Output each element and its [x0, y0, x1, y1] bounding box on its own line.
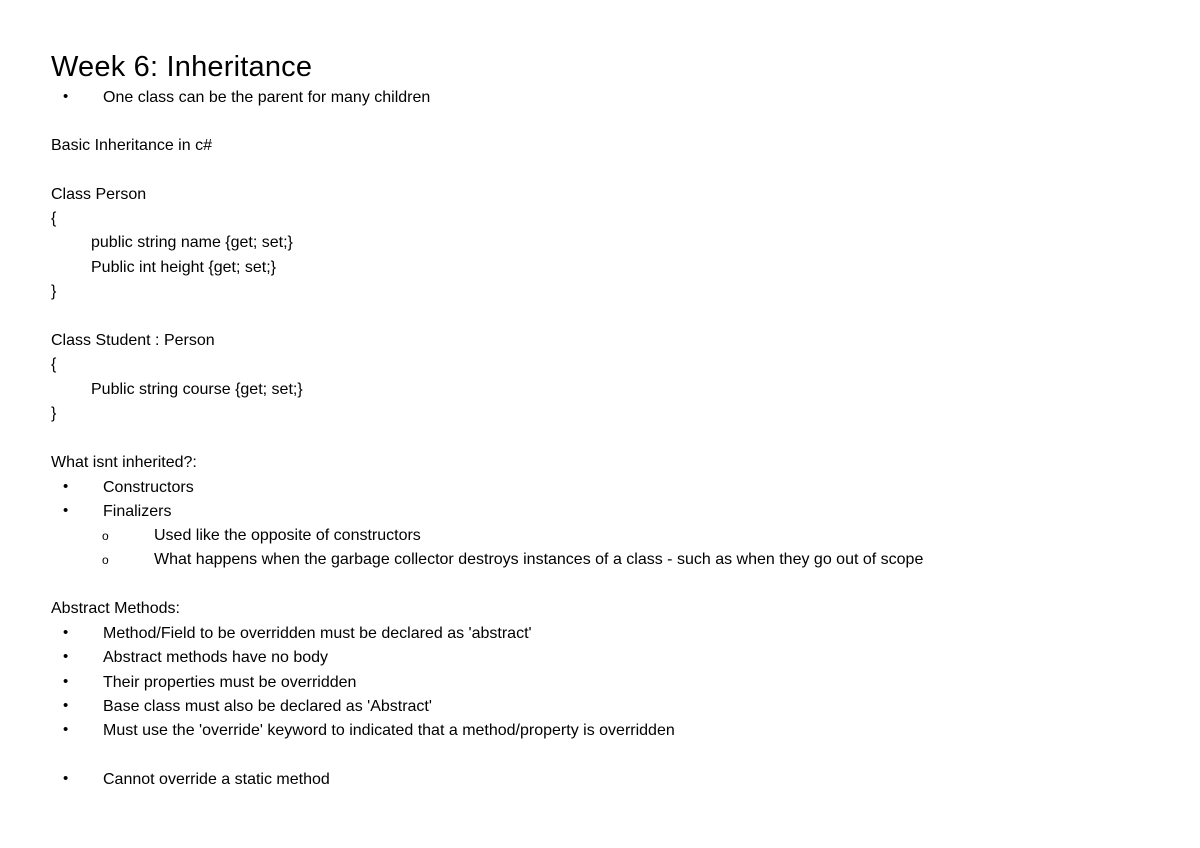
- bullet-dot: •: [63, 721, 69, 738]
- abstract-item-base-class: Base class must also be declared as 'Abstract': [103, 698, 432, 715]
- code-person-line-height: Public int height {get; set;}: [91, 259, 277, 276]
- finalizers-sub-garbage-collector: What happens when the garbage collector destroys instances of a class - such as when they go out of scope: [154, 551, 924, 568]
- finalizers-sub-opposite: Used like the opposite of constructors: [154, 527, 421, 544]
- abstract-item-override-keyword: Must use the 'override' keyword to indicated that a method/property is overridden: [103, 722, 675, 739]
- bullet-dot: •: [63, 697, 69, 714]
- section-heading-basic: Basic Inheritance in c#: [51, 137, 212, 154]
- abstract-item-static-method: Cannot override a static method: [103, 771, 330, 788]
- code-student-close-brace: }: [51, 405, 57, 422]
- code-person-line-name: public string name {get; set;}: [91, 234, 293, 251]
- code-student-open-brace: {: [51, 356, 57, 373]
- not-inherited-constructors: Constructors: [103, 479, 194, 496]
- sub-bullet-circle: o: [102, 553, 109, 567]
- code-person-header: Class Person: [51, 186, 147, 203]
- code-student-header: Class Student : Person: [51, 332, 215, 349]
- page-title: Week 6: Inheritance: [51, 51, 313, 83]
- intro-bullet-text: One class can be the parent for many children: [103, 89, 431, 106]
- bullet-dot: •: [63, 770, 69, 787]
- bullet-dot: •: [63, 624, 69, 641]
- bullet-dot: •: [63, 88, 69, 105]
- bullet-dot: •: [63, 478, 69, 495]
- bullet-dot: •: [63, 673, 69, 690]
- abstract-item-no-body: Abstract methods have no body: [103, 649, 329, 666]
- section-heading-not-inherited: What isnt inherited?:: [51, 454, 197, 471]
- code-student-line-course: Public string course {get; set;}: [91, 381, 303, 398]
- sub-bullet-circle: o: [102, 529, 109, 543]
- section-heading-abstract: Abstract Methods:: [51, 600, 180, 617]
- bullet-dot: •: [63, 648, 69, 665]
- code-person-close-brace: }: [51, 283, 57, 300]
- bullet-dot: •: [63, 502, 69, 519]
- not-inherited-finalizers: Finalizers: [103, 503, 172, 520]
- code-person-open-brace: {: [51, 210, 57, 227]
- abstract-item-properties-overridden: Their properties must be overridden: [103, 674, 357, 691]
- abstract-item-declared-abstract: Method/Field to be overridden must be declared as 'abstract': [103, 625, 532, 642]
